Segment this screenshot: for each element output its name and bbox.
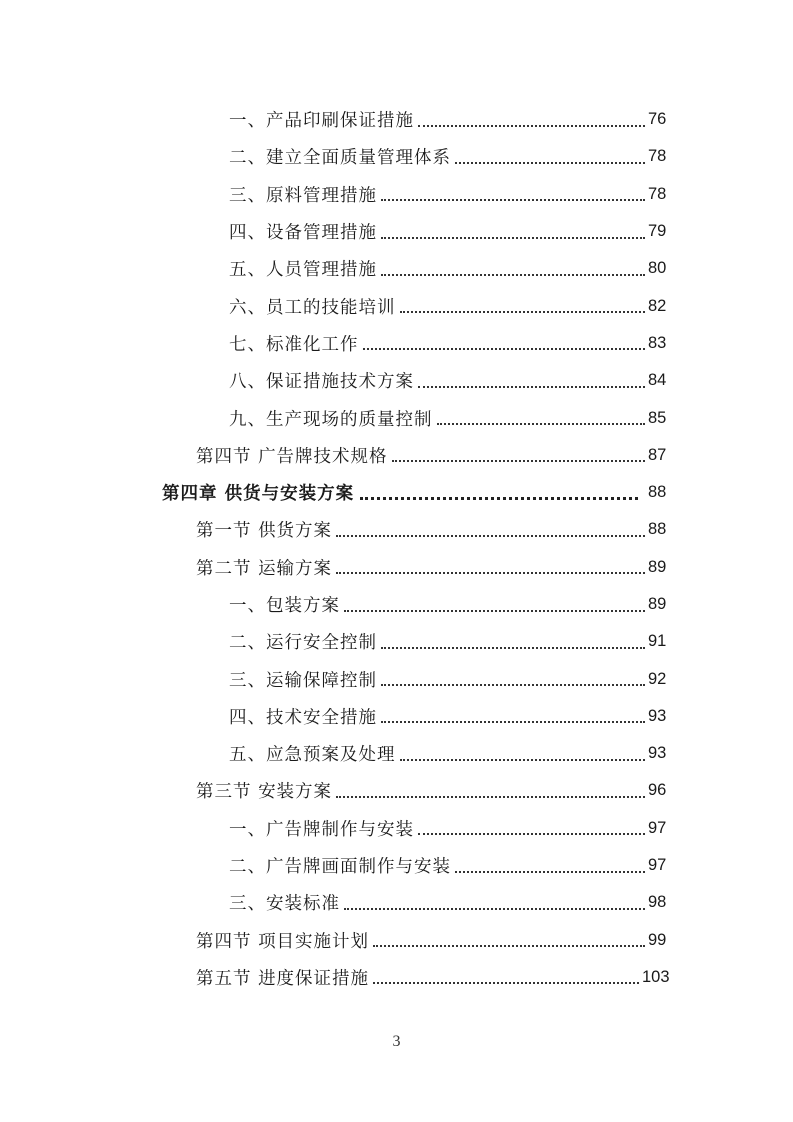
dot-leader (455, 162, 645, 164)
dot-leader (336, 535, 645, 537)
toc-entry[interactable] (0, 623, 793, 660)
toc-entry-page: 76 (648, 110, 667, 129)
toc-entry-page: 99 (648, 930, 667, 949)
dot-leader (344, 908, 645, 910)
toc-entry[interactable] (0, 959, 793, 996)
toc-entry-label: 五、应急预案及处理 (229, 745, 396, 766)
toc-entry-page: 85 (648, 408, 667, 427)
dot-leader (400, 311, 646, 313)
toc-entry-page: 82 (648, 296, 667, 315)
toc-entry-page: 91 (648, 632, 667, 651)
dot-leader (360, 497, 638, 500)
toc-entry-page: 88 (648, 483, 667, 502)
dot-leader (381, 684, 645, 686)
toc-entry-label: 三、运输保障控制 (229, 670, 377, 691)
toc-entry-page: 93 (648, 706, 667, 725)
toc-entry-page: 97 (648, 856, 667, 875)
toc-entry[interactable] (0, 213, 793, 250)
toc-entry-page: 89 (648, 557, 667, 576)
dot-leader (381, 721, 645, 723)
toc-entry-page: 103 (642, 967, 670, 986)
toc-entry-label: 六、员工的技能培训 (229, 297, 396, 318)
toc-entry[interactable] (0, 884, 793, 921)
toc-entry-label: 第四节 项目实施计划 (196, 931, 370, 952)
dot-leader (418, 833, 645, 835)
toc-entry-page: 89 (648, 595, 667, 613)
toc-entry[interactable] (0, 586, 793, 623)
toc-entry-page: 93 (648, 744, 667, 763)
toc-entry[interactable] (0, 176, 793, 213)
dot-leader (381, 647, 645, 649)
toc-chapter-entry[interactable] (0, 474, 793, 511)
toc-entry[interactable] (0, 138, 793, 175)
toc-entry-label: 五、人员管理措施 (229, 260, 377, 281)
toc-entry-page: 96 (648, 781, 667, 800)
toc-entry-label: 第四章 供货与安装方案 (162, 484, 355, 505)
toc-entry-label: 一、广告牌制作与安装 (229, 819, 414, 840)
dot-leader (336, 796, 645, 798)
toc-entry[interactable] (0, 287, 793, 324)
toc-entry-page: 80 (648, 259, 667, 278)
toc-entry-label: 八、保证措施技术方案 (229, 372, 414, 393)
toc-entry-label: 一、产品印刷保证措施 (229, 111, 414, 132)
toc-entry[interactable] (0, 511, 793, 548)
dot-leader (381, 274, 645, 276)
page-number: 3 (392, 1033, 401, 1050)
toc-entry[interactable] (0, 399, 793, 436)
toc-entry-label: 九、生产现场的质量控制 (229, 409, 433, 430)
toc-entry[interactable] (0, 549, 793, 586)
toc-entry-page: 79 (648, 222, 667, 241)
toc-entry-label: 一、包装方案 (229, 596, 340, 616)
toc-entry-page: 87 (648, 445, 667, 464)
toc-entry-page: 92 (648, 669, 667, 688)
toc-entry[interactable] (0, 922, 793, 959)
toc-entry-page: 88 (648, 520, 667, 539)
dot-leader (381, 237, 645, 239)
dot-leader (363, 348, 646, 350)
toc-entry-label: 第四节 广告牌技术规格 (196, 446, 388, 467)
toc-entry-page: 78 (648, 147, 667, 166)
toc-entry-label: 第一节 供货方案 (196, 521, 333, 542)
toc-entry-label: 七、标准化工作 (229, 334, 359, 355)
dot-leader (400, 759, 646, 761)
dot-leader (381, 199, 645, 201)
toc-entry-label: 第三节 安装方案 (196, 782, 333, 803)
toc-entry-label: 二、建立全面质量管理体系 (229, 148, 451, 169)
dot-leader (392, 460, 645, 462)
toc-entry-page: 98 (648, 893, 667, 912)
toc-entry[interactable] (0, 772, 793, 809)
dot-leader (336, 572, 645, 574)
dot-leader (344, 610, 645, 612)
toc-entry-page: 83 (648, 333, 667, 352)
dot-leader (373, 982, 639, 984)
toc-entry-label: 第五节 进度保证措施 (196, 968, 370, 989)
toc-entry-label: 第二节 运输方案 (196, 558, 333, 579)
toc-entry-page: 97 (648, 818, 667, 837)
toc-entry[interactable] (0, 735, 793, 772)
toc-entry[interactable] (0, 698, 793, 735)
toc-entry-label: 三、安装标准 (229, 894, 340, 915)
toc-entry[interactable] (0, 101, 793, 138)
toc-entry-label: 二、广告牌画面制作与安装 (229, 857, 451, 878)
toc-entry-label: 四、技术安全措施 (229, 707, 377, 728)
toc-entry-label: 二、运行安全控制 (229, 633, 377, 654)
toc-entry[interactable] (0, 810, 793, 847)
table-of-contents (0, 101, 793, 996)
dot-leader (373, 945, 645, 947)
toc-entry-page: 78 (648, 184, 667, 203)
toc-entry-label: 三、原料管理措施 (229, 185, 377, 206)
dot-leader (437, 423, 646, 425)
toc-entry[interactable] (0, 437, 793, 474)
toc-entry[interactable] (0, 362, 793, 399)
dot-leader (418, 125, 645, 127)
dot-leader (418, 386, 645, 388)
dot-leader (455, 871, 645, 873)
toc-entry[interactable] (0, 250, 793, 287)
toc-entry[interactable] (0, 660, 793, 697)
toc-entry[interactable] (0, 847, 793, 884)
toc-entry-page: 84 (648, 371, 667, 390)
toc-entry[interactable] (0, 325, 793, 362)
toc-entry-label: 四、设备管理措施 (229, 223, 377, 244)
